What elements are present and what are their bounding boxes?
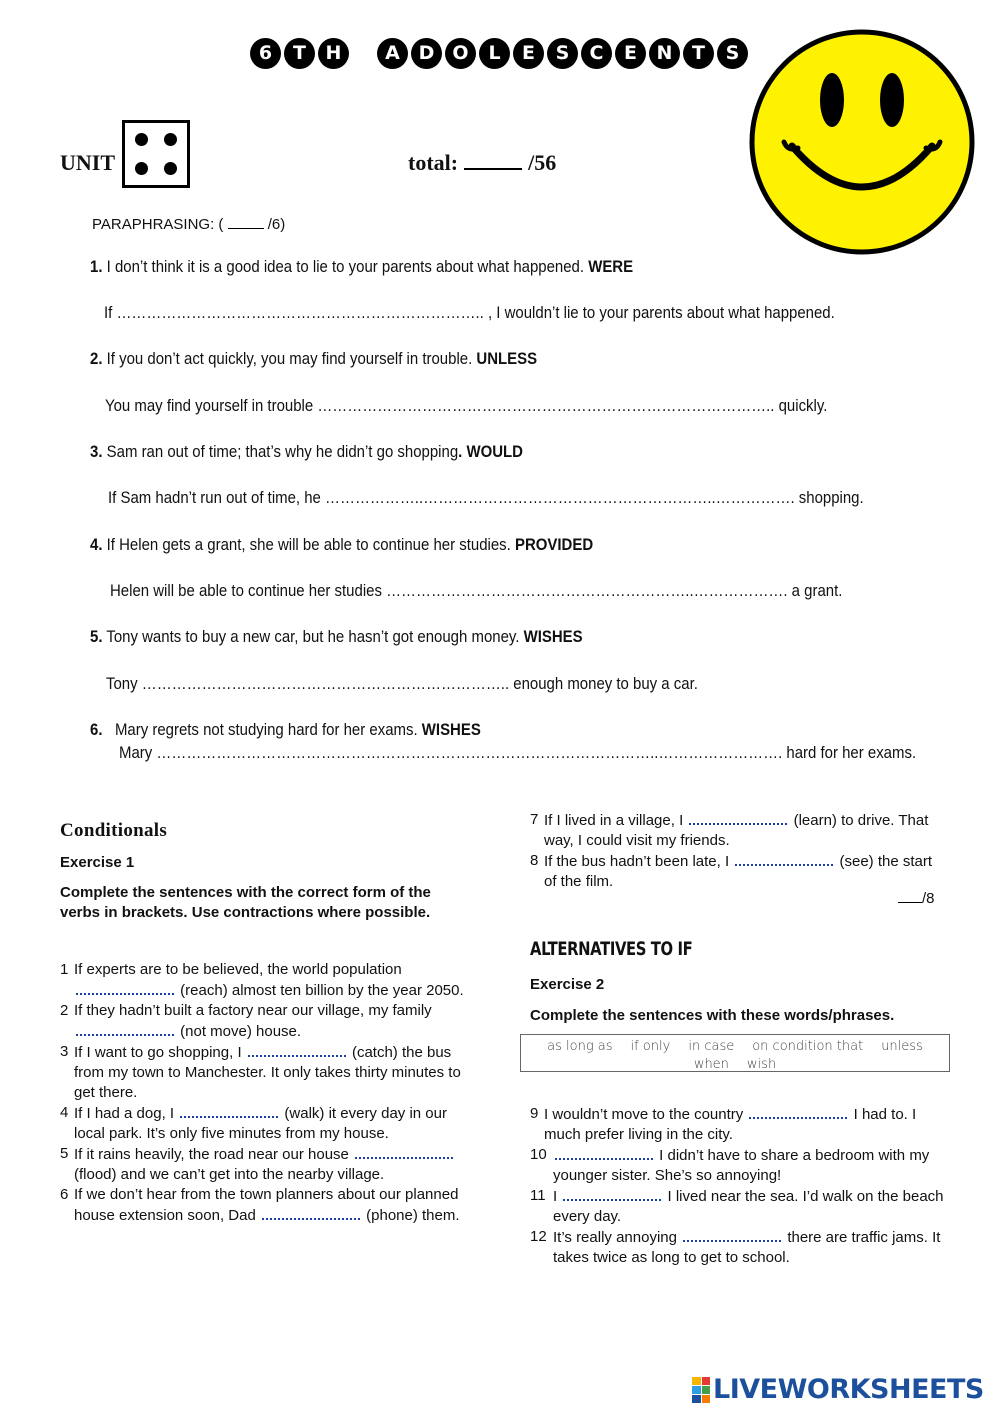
para-prompt-2: 2. If you don’t act quickly, you may find yourself in trouble. UNLESS — [90, 349, 538, 368]
title-letter-badge: E — [615, 38, 646, 69]
para-answer-3[interactable]: If Sam hadn’t run out of time, he ………………..…………………………………………………..……………. shopping. — [108, 488, 864, 507]
title-letter-badge: H — [318, 38, 349, 69]
total-label: total: — [408, 150, 459, 175]
title-letter-badge: T — [284, 38, 315, 69]
exercise-2-instructions: Complete the sentences with these words/phrases. — [530, 1007, 895, 1024]
list-item: 10 I didn’t have to share a bedroom with my younger sister. She’s so annoying! — [530, 1146, 930, 1184]
answer-blank[interactable] — [563, 1186, 661, 1201]
list-item: 12 It’s really annoying there are traffic jams. It takes twice as long to get to school. — [530, 1228, 941, 1266]
exercise-1-score-blank[interactable] — [898, 902, 922, 903]
word-bank-item: wish — [746, 1057, 777, 1072]
word-bank-item: when — [693, 1057, 729, 1072]
exercise-2-list — [530, 1104, 945, 1268]
conditionals-heading: Conditionals — [60, 820, 168, 841]
list-item: 5 If it rains heavily, the road near our house (flood) and we can’t get into the nearby village. — [60, 1144, 480, 1185]
answer-blank[interactable] — [180, 1103, 278, 1118]
list-item: 1 If experts are to be believed, the world population (reach) almost ten billion by the year 2050. — [60, 961, 464, 999]
paraphrasing-score-blank[interactable] — [228, 228, 264, 229]
title-letter-badge: S — [547, 38, 578, 69]
total-blank[interactable] — [464, 150, 522, 170]
para-answer-5[interactable]: Tony ……………………………………………………………….. enough money to buy a car. — [106, 674, 698, 693]
para-prompt-1: 1. I don’t think it is a good idea to lie to your parents about what happened. WERE — [90, 257, 634, 276]
exercise-1-list-continued — [530, 810, 940, 892]
worksheet-title — [250, 36, 748, 70]
word-bank — [520, 1034, 950, 1072]
answer-blank[interactable] — [555, 1145, 653, 1160]
logo-text: LIVEWORKSHEETS — [713, 1374, 984, 1405]
para-prompt-6: 6. Mary regrets not studying hard for her exams. WISHES — [90, 720, 481, 739]
exercise-1-title: Exercise 1 — [60, 854, 135, 871]
alternatives-heading: ALTERNATIVES TO IF — [530, 938, 693, 960]
list-item: 7 If I lived in a village, I (learn) to drive. That way, I could visit my friends. — [530, 811, 929, 849]
list-item: 11 I I lived near the sea. I’d walk on the beach every day. — [530, 1187, 944, 1225]
list-item: 3 If I want to go shopping, I (catch) the bus from my town to Manchester. It only takes thirty minutes to get there. — [60, 1043, 461, 1101]
para-answer-4[interactable]: Helen will be able to continue her studies ……………………………………………………..………………. a grant. — [110, 581, 843, 600]
list-item: 4 If I had a dog, I (walk) it every day in our local park. It’s only five minutes from my house. — [60, 1104, 447, 1142]
answer-blank[interactable] — [76, 980, 174, 995]
title-letter-badge: E — [513, 38, 544, 69]
answer-blank[interactable] — [735, 851, 833, 866]
paraphrasing-heading: PARAPHRASING: ( /6) — [92, 216, 286, 233]
list-item: 8 If the bus hadn’t been late, I (see) the start of the film. — [530, 852, 933, 890]
word-bank-item: unless — [881, 1039, 923, 1054]
answer-blank[interactable] — [689, 810, 787, 825]
answer-blank[interactable] — [262, 1205, 360, 1220]
exercise-1-instructions: Complete the sentences with the correct form of the verbs in brackets. Use contractions where possible. — [60, 884, 431, 921]
list-item: 9 I wouldn’t move to the country I had to. I much prefer living in the city. — [530, 1105, 917, 1143]
list-item: 2 If they hadn’t built a factory near our village, my family (not move) house. — [60, 1002, 432, 1040]
exercise-2-title: Exercise 2 — [530, 976, 605, 993]
para-answer-1[interactable]: If ……………………………………………………………….. , I wouldn’t lie to your parents about what happened. — [104, 303, 835, 322]
answer-blank[interactable] — [76, 1021, 174, 1036]
list-item: 6 If we don’t hear from the town planners about our planned house extension soon, Dad (phone) them. — [60, 1186, 460, 1224]
logo-mark-icon — [692, 1377, 710, 1403]
answer-blank[interactable] — [683, 1227, 781, 1242]
title-letter-badge: O — [445, 38, 476, 69]
exercise-1-list — [60, 960, 480, 1226]
title-letter-badge: D — [411, 38, 442, 69]
para-prompt-3: 3. Sam ran out of time; that’s why he didn’t go shopping. WOULD — [90, 442, 523, 461]
para-answer-6[interactable]: Mary ………………………………………………………………………………………..……………………. hard for her exams. — [119, 743, 917, 762]
word-bank-item: on condition that — [752, 1039, 864, 1054]
para-prompt-5: 5. Tony wants to buy a new car, but he hasn’t got enough money. WISHES — [90, 627, 583, 646]
answer-blank[interactable] — [749, 1104, 847, 1119]
title-letter-badge: C — [581, 38, 612, 69]
title-letter-badge: S — [717, 38, 748, 69]
title-letter-badge: N — [649, 38, 680, 69]
para-answer-2[interactable]: You may find yourself in trouble ……………………………………………………………………………….. quickly. — [105, 396, 828, 415]
dice-four-icon — [122, 120, 190, 188]
title-letter-badge: L — [479, 38, 510, 69]
exercise-1-score: /8 — [898, 890, 935, 907]
smiley-face-icon — [748, 28, 976, 256]
total-score — [408, 150, 556, 176]
total-max: /56 — [528, 150, 557, 175]
liveworksheets-logo — [692, 1374, 984, 1405]
unit-label: UNIT — [60, 150, 116, 175]
para-prompt-4: 4. If Helen gets a grant, she will be able to continue her studies. PROVIDED — [90, 535, 594, 554]
word-bank-item: as long as — [547, 1039, 613, 1054]
title-letter-badge: T — [683, 38, 714, 69]
word-bank-item: in case — [688, 1039, 735, 1054]
answer-blank[interactable] — [248, 1042, 346, 1057]
title-letter-badge: 6 — [250, 38, 281, 69]
title-letter-badge: A — [377, 38, 408, 69]
word-bank-item: if only — [630, 1039, 671, 1054]
answer-blank[interactable] — [355, 1144, 453, 1159]
